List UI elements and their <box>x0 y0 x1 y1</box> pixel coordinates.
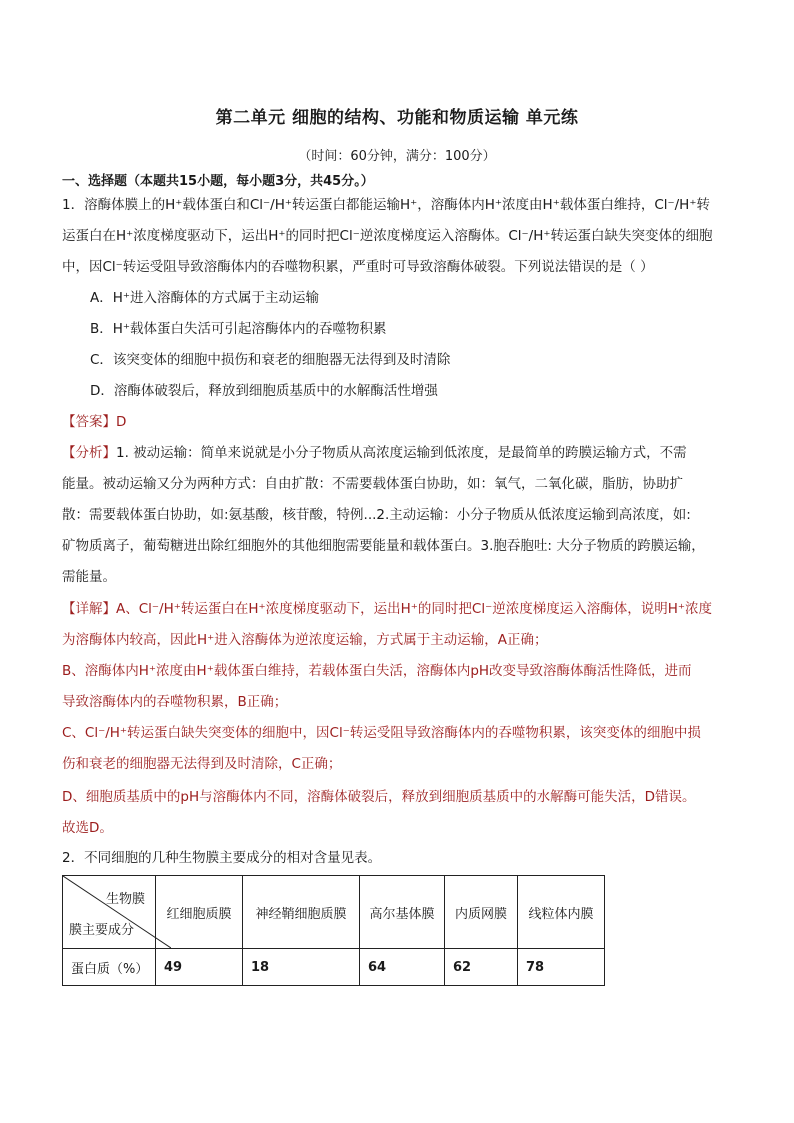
table-row-label: 蛋白质（%） <box>63 949 156 986</box>
table-cell: 18 <box>243 949 360 986</box>
table-row <box>63 949 605 986</box>
table-col-header: 线粒体内膜 <box>518 876 605 949</box>
table-col-header: 红细胞质膜 <box>156 876 243 949</box>
table-corner-cell <box>63 876 156 949</box>
table-cell: 78 <box>518 949 605 986</box>
membrane-composition-table <box>62 875 605 986</box>
section-heading: 一、选择题（本题共15小题，每小题3分，共45分。） <box>62 174 374 189</box>
detail-line-6: 伤和衰老的细胞器无法得到及时清除，C正确； <box>62 756 342 772</box>
analysis-line-2: 能量。被动运输又分为两种方式：自由扩散：不需要载体蛋白协助，如：氧气，二氧化碳，脂肪，协助扩 <box>62 476 683 492</box>
page-title: 第二单元 细胞的结构、功能和物质运输 单元练 <box>215 108 579 128</box>
table-cell: 49 <box>156 949 243 986</box>
analysis-line-1: 【分析】1. 被动运输：简单来说就是小分子物质从高浓度运输到低浓度，是最简单的跨膜运输方式，不需 <box>62 445 687 461</box>
detail-line-5: C、Cl⁻/H⁺转运蛋白缺失突变体的细胞中，因Cl⁻转运受阻导致溶酶体内的吞噬物积累，该突变体的细胞中损 <box>62 725 701 741</box>
question-1-line-2: 运蛋白在H⁺浓度梯度驱动下，运出H⁺的同时把Cl⁻逆浓度梯度运入溶酶体。Cl⁻/H⁺转运蛋白缺失突变体的细胞 <box>62 228 713 244</box>
table-header-row <box>63 876 605 949</box>
analysis-text-1: 1. 被动运输：简单来说就是小分子物质从高浓度运输到低浓度，是最简单的跨膜运输方式，不需 <box>116 445 687 461</box>
corner-top-label: 生物膜 <box>105 892 145 907</box>
detail-line-1: 【详解】A、Cl⁻/H⁺转运蛋白在H⁺浓度梯度驱动下，运出H⁺的同时把Cl⁻逆浓度梯度运入溶酶体，说明H⁺浓度 <box>62 601 712 617</box>
analysis-line-3: 散：需要载体蛋白协助，如:氨基酸，核苷酸，特例...2.主动运输：小分子物质从低浓度运输到高浓度，如: <box>62 507 691 523</box>
table-col-header: 神经鞘细胞质膜 <box>243 876 360 949</box>
answer-line: 【答案】D <box>62 414 127 430</box>
table-col-header: 高尔基体膜 <box>360 876 445 949</box>
detail-line-7: D、细胞质基质中的pH与溶酶体内不同，溶酶体破裂后，释放到细胞质基质中的水解酶可能失活，D错误。 <box>62 789 696 805</box>
question-2-text: 2．不同细胞的几种生物膜主要成分的相对含量见表。 <box>62 850 382 866</box>
option-c: C．该突变体的细胞中损伤和衰老的细胞器无法得到及时清除 <box>90 352 451 368</box>
analysis-line-5: 需能量。 <box>62 569 116 585</box>
question-1-line-3: 中，因Cl⁻转运受阻导致溶酶体内的吞噬物积累，严重时可导致溶酶体破裂。下列说法错误的是（ ） <box>62 259 654 275</box>
detail-line-8: 故选D。 <box>62 820 113 836</box>
detail-line-3: B、溶酶体内H⁺浓度由H⁺载体蛋白维持，若载体蛋白失活，溶酶体内pH改变导致溶酶体酶活性降低，进而 <box>62 663 692 679</box>
detail-line-4: 导致溶酶体内的吞噬物积累，B正确； <box>62 694 288 710</box>
page-subtitle: （时间：60分钟，满分：100分） <box>298 149 496 164</box>
detail-line-2: 为溶酶体内较高，因此H⁺进入溶酶体为逆浓度运输，方式属于主动运输，A正确； <box>62 632 548 648</box>
option-a: A．H⁺进入溶酶体的方式属于主动运输 <box>90 290 320 306</box>
option-d: D．溶酶体破裂后，释放到细胞质基质中的水解酶活性增强 <box>90 383 438 399</box>
table-cell: 64 <box>360 949 445 986</box>
question-1-line-1: 1．溶酶体膜上的H⁺载体蛋白和Cl⁻/H⁺转运蛋白都能运输H⁺，溶酶体内H⁺浓度由H⁺载体蛋白维持，Cl⁻/H⁺转 <box>62 197 710 213</box>
table-cell: 62 <box>445 949 518 986</box>
corner-bottom-label: 膜主要成分 <box>69 923 135 938</box>
option-b: B．H⁺载体蛋白失活可引起溶酶体内的吞噬物积累 <box>90 321 387 337</box>
table-col-header: 内质网膜 <box>445 876 518 949</box>
analysis-line-4: 矿物质离子，葡萄糖进出除红细胞外的其他细胞需要能量和载体蛋白。3.胞吞胞吐: 大分子物质的跨膜运输， <box>62 538 705 554</box>
